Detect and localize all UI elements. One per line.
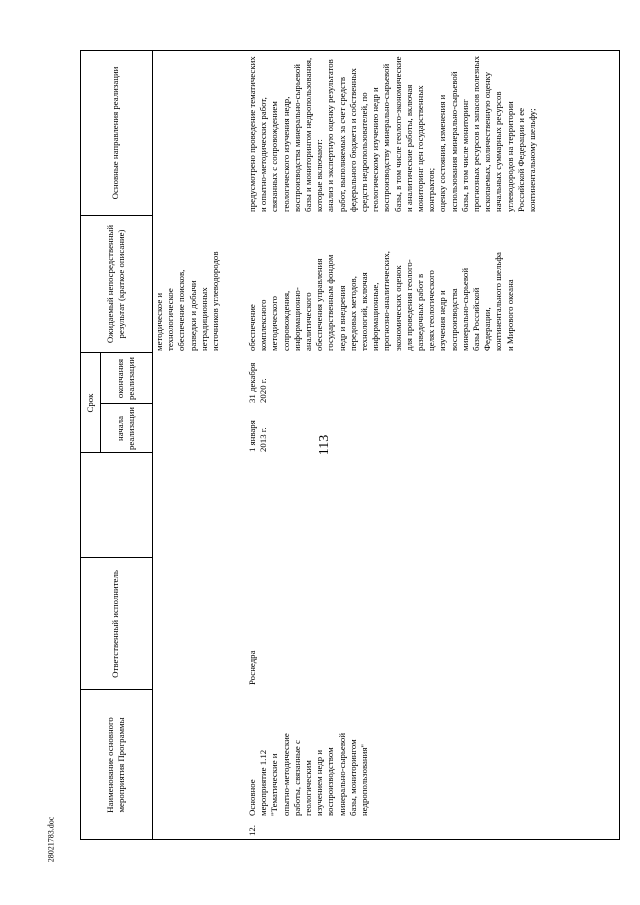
header-directions: Основные направления реализации <box>110 66 121 200</box>
row-expected-result: обеспечение комплексного методического сопровождения, информационно- аналитического обеспечения управления государственным фондом недр и внедрения передовых методов, технологий, включая информационные, прогнозно-аналитических, экономических оценок для проведения геолого- разведочных работ в целях геологического изучения недр и воспроизводства минерально-сырьевой базы Российской Федерации, континентального шельфа и Мирового океана <box>247 250 515 351</box>
header-term-end: окончания реализации <box>114 357 136 400</box>
column-divider-3b <box>100 403 152 404</box>
column-divider-1 <box>80 689 152 690</box>
column-divider-5 <box>80 215 152 216</box>
column-divider-4 <box>80 352 152 353</box>
row-executor: Роснедра <box>247 650 257 685</box>
column-divider-2 <box>80 557 152 558</box>
row-term-start: 1 января 2013 г. <box>247 420 269 452</box>
table-border-top <box>80 50 81 840</box>
header-activity-name: Наименование основного мероприятия Программы <box>104 717 126 813</box>
result-continuation-text: методическое и технологическое обеспечение поисков, разведки и добычи нетрадиционных источников углеводородов <box>154 251 221 351</box>
header-expected-result: Ожидаемый непосредственный результат (краткое описание) <box>104 224 126 344</box>
row-activity-name: Основное мероприятие 1.12 "Тематические и опытно-методические работы, связанные с геологическим изучением недр и воспроизводством минерально-сырьевой базы, мониторингом недропользования" <box>247 732 370 816</box>
row-term-end: 31 декабря 2020 г. <box>247 362 269 403</box>
program-activities-table <box>80 50 620 840</box>
column-divider-3 <box>80 452 152 453</box>
table-border-bottom <box>619 50 620 840</box>
header-term: Срок <box>84 393 95 413</box>
header-bottom-line <box>152 50 153 840</box>
header-executor: Ответственный исполнитель <box>110 570 121 678</box>
row-number: 12. <box>247 825 257 836</box>
row-directions: предусмотрено проведение тематических и опытно-методических работ, связанных с сопровождением геологического изучения недр, воспроизводства минерально-сырьевой базы и мониторингом недропользования, которые включают: анализ и экспертную оценку результатов работ, выполняемых за счет средств федерального бюджета и собственных средств недропользователей, по геологическому изучению недр и воспроизводству минерально-сырьевой базы, в том числе геолого-экономические и аналитические работы, включая мониторинг цен государственных контрактов; оценку состояния, изменения и использования минерально-сырьевой базы, в том числе мониторинг прогнозных ресурсов и запасов полезных ископаемых, количественную оценку начальных суммарных ресурсов углеводородов на территории Российской Федерации и ее континентальному шельфу; <box>247 56 538 212</box>
table-border-right <box>80 50 620 51</box>
header-term-start: начала реализации <box>114 407 136 450</box>
table-border-left <box>80 839 620 840</box>
page-number: 113 <box>317 434 332 456</box>
footer-document-code: 28021783.doc <box>46 816 56 863</box>
